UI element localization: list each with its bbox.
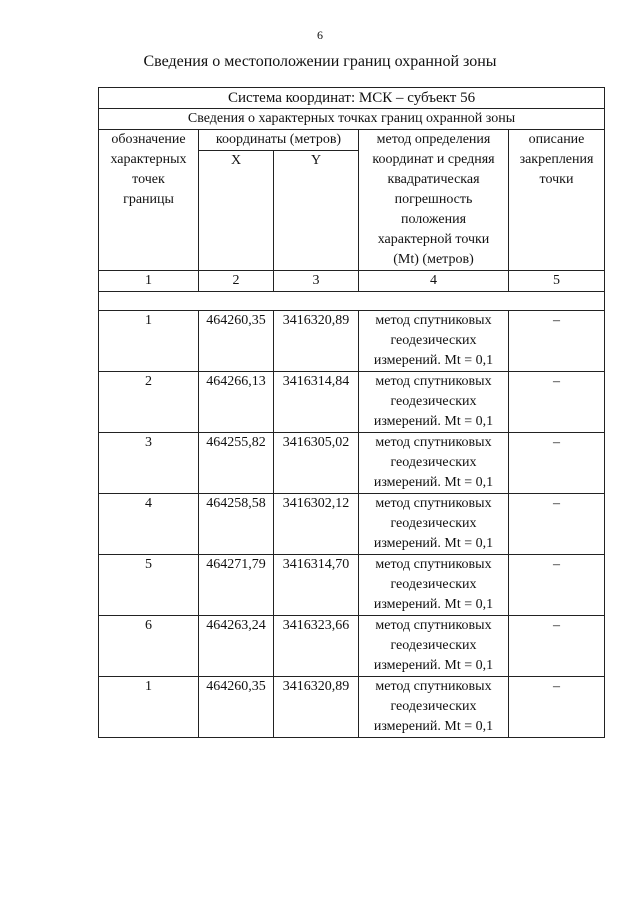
x-coordinate-cell: 464263,24 xyxy=(199,616,274,677)
x-coordinate-cell: 464258,58 xyxy=(199,494,274,555)
method-line: геодезических xyxy=(390,699,477,714)
method-line: геодезических xyxy=(390,394,477,409)
description-cell: – xyxy=(509,494,605,555)
header-line: границы xyxy=(123,192,174,207)
method-line: измерений. Mt = 0,1 xyxy=(373,414,494,429)
y-coordinate-cell: 3416314,70 xyxy=(274,555,359,616)
y-coordinate-cell: 3416305,02 xyxy=(274,433,359,494)
header-line: закрепления xyxy=(519,152,594,167)
coordinate-system-row: Система координат: МСК – субъект 56 xyxy=(99,88,605,109)
header-line: характерной точки xyxy=(377,232,490,247)
method-line: геодезических xyxy=(390,516,477,531)
header-description xyxy=(509,130,605,271)
description-cell: – xyxy=(509,311,605,372)
column-number: 4 xyxy=(359,271,509,292)
header-point-designation xyxy=(99,130,199,271)
method-line: измерений. Mt = 0,1 xyxy=(373,658,494,673)
method-line: измерений. Mt = 0,1 xyxy=(373,536,494,551)
table-row xyxy=(99,555,605,616)
x-coordinate-cell: 464266,13 xyxy=(199,372,274,433)
point-id-cell: 5 xyxy=(99,555,199,616)
point-id-cell: 3 xyxy=(99,433,199,494)
column-number: 1 xyxy=(99,271,199,292)
points-info-row: Сведения о характерных точках границ охранной зоны xyxy=(99,109,605,130)
method-line: метод спутниковых xyxy=(375,496,492,511)
document-title: Сведения о местоположении границ охранной зоны xyxy=(143,53,497,70)
header-line: характерных xyxy=(110,152,187,167)
x-coordinate-cell: 464260,35 xyxy=(199,311,274,372)
point-id-cell: 2 xyxy=(99,372,199,433)
table-row xyxy=(99,677,605,738)
method-line: измерений. Mt = 0,1 xyxy=(373,353,494,368)
header-line: обозначение xyxy=(111,132,186,147)
method-cell xyxy=(359,494,509,555)
method-line: геодезических xyxy=(390,455,477,470)
method-line: измерений. Mt = 0,1 xyxy=(373,475,494,490)
page-number: 6 xyxy=(317,28,323,42)
column-number: 3 xyxy=(274,271,359,292)
description-cell: – xyxy=(509,433,605,494)
blank-row xyxy=(99,292,605,311)
method-line: измерений. Mt = 0,1 xyxy=(373,719,494,734)
header-line: точек xyxy=(132,172,165,187)
description-cell: – xyxy=(509,616,605,677)
y-coordinate-cell: 3416302,12 xyxy=(274,494,359,555)
description-cell: – xyxy=(509,372,605,433)
y-coordinate-cell: 3416314,84 xyxy=(274,372,359,433)
header-line: координат и средняя xyxy=(372,152,495,167)
description-cell: – xyxy=(509,555,605,616)
method-line: метод спутниковых xyxy=(375,618,492,633)
method-cell xyxy=(359,677,509,738)
table-row xyxy=(99,311,605,372)
table-row xyxy=(99,494,605,555)
column-number: 2 xyxy=(199,271,274,292)
header-line: положения xyxy=(400,212,467,227)
method-line: метод спутниковых xyxy=(375,435,492,450)
table-row xyxy=(99,372,605,433)
header-line: погрешность xyxy=(394,192,473,207)
point-id-cell: 4 xyxy=(99,494,199,555)
description-cell: – xyxy=(509,677,605,738)
point-id-cell: 1 xyxy=(99,677,199,738)
coordinates-table xyxy=(98,87,605,738)
header-x: X xyxy=(199,151,274,271)
method-cell xyxy=(359,616,509,677)
header-method xyxy=(359,130,509,271)
header-line: метод определения xyxy=(376,132,491,147)
header-line: (Mt) (метров) xyxy=(393,252,474,267)
table-row xyxy=(99,616,605,677)
point-id-cell: 1 xyxy=(99,311,199,372)
method-cell xyxy=(359,311,509,372)
column-number: 5 xyxy=(509,271,605,292)
x-coordinate-cell: 464260,35 xyxy=(199,677,274,738)
header-line: точки xyxy=(539,172,574,187)
y-coordinate-cell: 3416323,66 xyxy=(274,616,359,677)
header-y: Y xyxy=(274,151,359,271)
y-coordinate-cell: 3416320,89 xyxy=(274,677,359,738)
table-row xyxy=(99,433,605,494)
method-line: геодезических xyxy=(390,638,477,653)
x-coordinate-cell: 464271,79 xyxy=(199,555,274,616)
method-cell xyxy=(359,372,509,433)
method-line: метод спутниковых xyxy=(375,313,492,328)
method-line: геодезических xyxy=(390,577,477,592)
header-coordinates-group: координаты (метров) xyxy=(199,130,359,151)
method-line: метод спутниковых xyxy=(375,679,492,694)
point-id-cell: 6 xyxy=(99,616,199,677)
y-coordinate-cell: 3416320,89 xyxy=(274,311,359,372)
x-coordinate-cell: 464255,82 xyxy=(199,433,274,494)
method-line: метод спутниковых xyxy=(375,374,492,389)
header-line: квадратическая xyxy=(387,172,480,187)
method-line: геодезических xyxy=(390,333,477,348)
method-cell xyxy=(359,555,509,616)
method-cell xyxy=(359,433,509,494)
method-line: измерений. Mt = 0,1 xyxy=(373,597,494,612)
method-line: метод спутниковых xyxy=(375,557,492,572)
header-line: описание xyxy=(528,132,585,147)
